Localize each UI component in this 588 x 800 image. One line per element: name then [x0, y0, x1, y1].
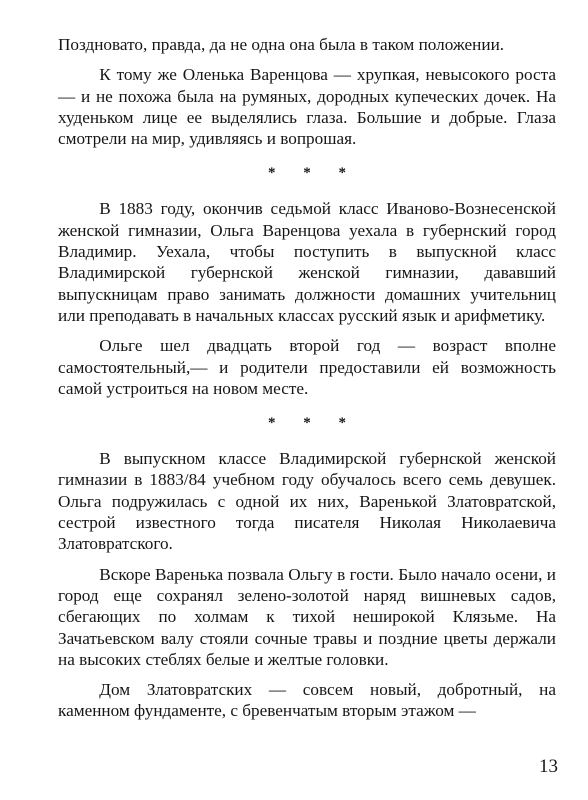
paragraph: Ольге шел двадцать второй год — возраст вполне самостоятельный,— и родители предоставили ей возможность самой устроиться на новом месте.	[58, 336, 556, 398]
paragraph-gap	[58, 555, 556, 564]
paragraph: К тому же Оленька Варенцова — хрупкая, невысокого роста — и не похожа была на румяных, дородных купеческих дочек. На худеньком лице ее выделялись глаза. Большие и добрые. Глаза смотрели на мир, удивляясь и вопрошая.	[58, 65, 556, 149]
paragraph: Вскоре Варенька позвала Ольгу в гости. Было начало осени, и город еще сохранял зелено-золотой наряд вишневых садов, сбегающих по холмам к тихой неширокой Клязьме. На Зачатьевском валу стояли сочные травы и поздние цветы держали на высоких стеблях белые и желтые головки.	[58, 564, 556, 669]
paragraph: Поздновато, правда, да не одна она была в таком положении.	[58, 35, 505, 54]
paragraph: В выпускном классе Владимирской губернской женской гимназии в 1883/84 учебном году обучалось всего семь девушек. Ольга подружилась с одной их них, Варенькой Златовратской, сестрой известного тогда писателя Николая Николаевича Златовратского.	[58, 449, 556, 554]
paragraph-gap	[58, 670, 556, 679]
paragraph: Дом Златовратских — совсем новый, добротный, на каменном фундаменте, с бревенчатым вторым этажом —	[58, 680, 556, 721]
page-number: 13	[539, 756, 558, 777]
book-page	[58, 34, 556, 722]
paragraph-gap	[58, 55, 556, 64]
section-separator: * * *	[268, 165, 358, 182]
section-separator: * * *	[268, 415, 358, 432]
paragraph: В 1883 году, окончив седьмой класс Иваново-Вознесенской женской гимназии, Ольга Варенцова уехала в губернский город Владимир. Уехала, чтобы поступить в выпускной класс Владимирской губернской женской гимназии, дававший выпускницам право занимать должности домашних учительниц или преподавать в начальных классах русский язык и арифметику.	[58, 199, 556, 325]
paragraph-gap	[58, 326, 556, 335]
